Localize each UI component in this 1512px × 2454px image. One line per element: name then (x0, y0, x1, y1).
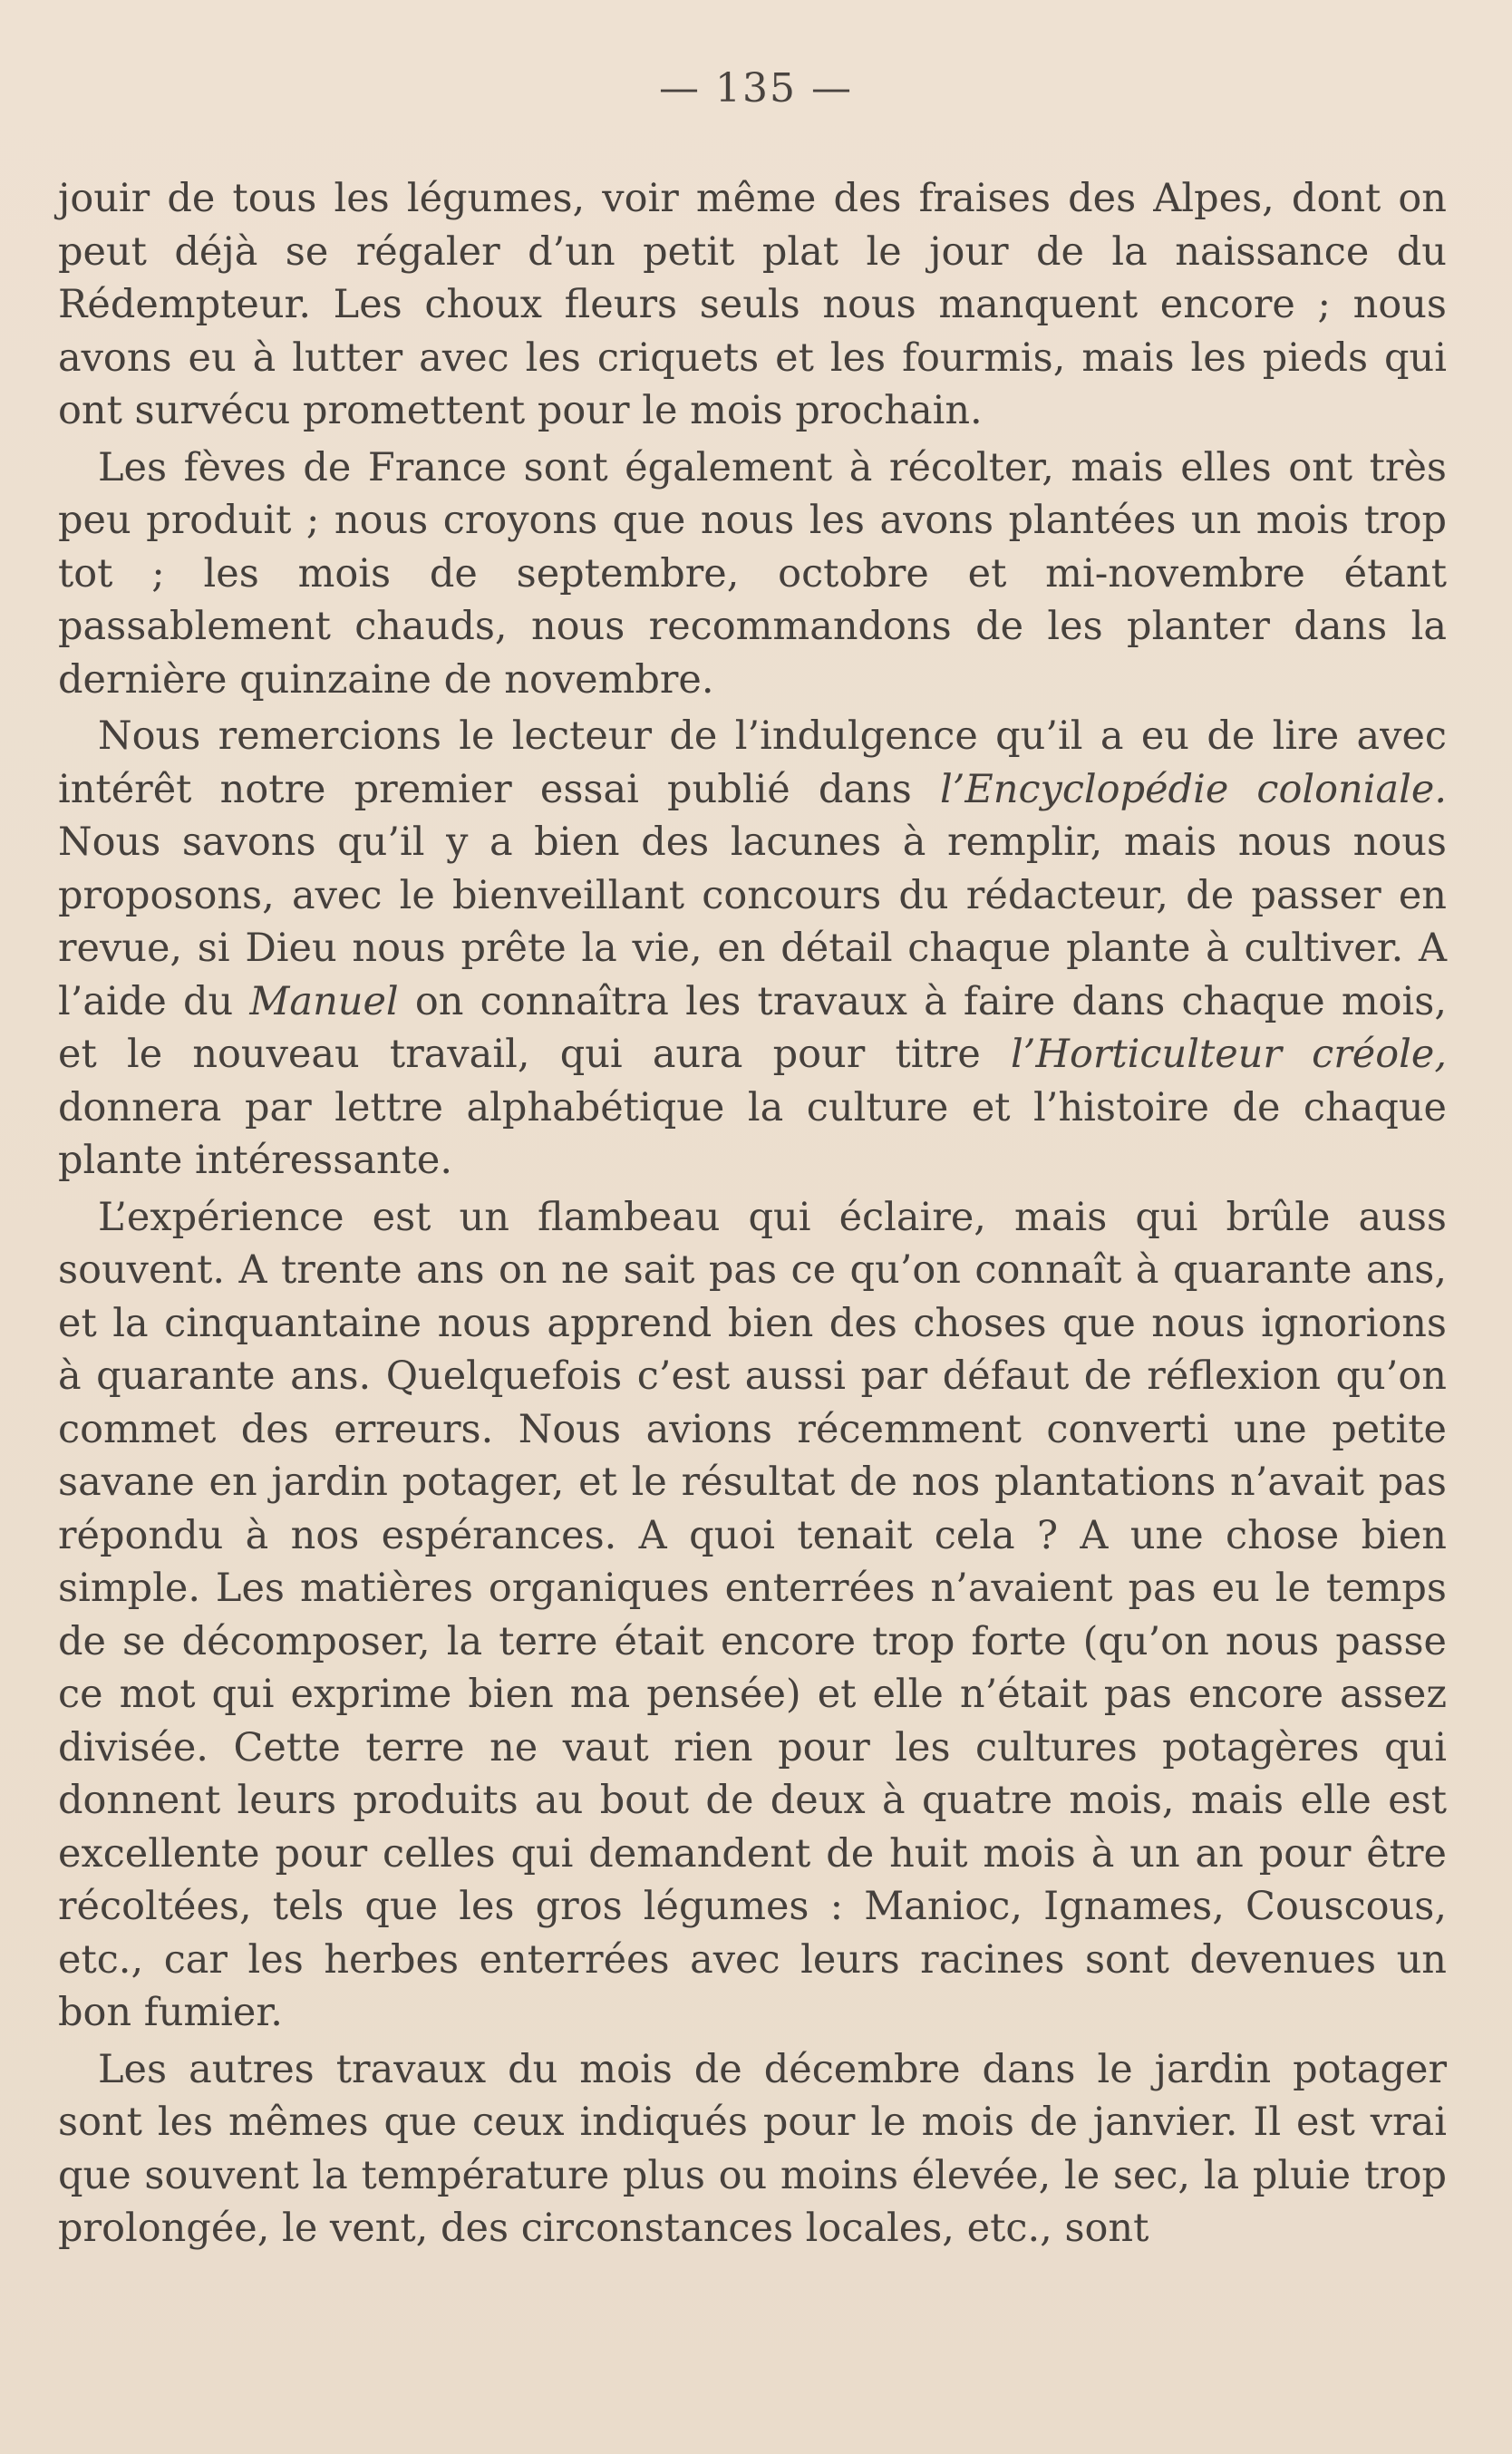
paragraph (58, 710, 1447, 1188)
text-run: Nous savons qu’il y a bien des lacunes à remplir, mais nous nous proposons, avec le bienveillant concours du rédacteur, de passer en revue, si Dieu nous prête la vie, en détail chaque plante à cultiver. A l’aide du (58, 820, 1447, 1024)
paragraph (58, 1191, 1447, 2040)
paragraph (58, 172, 1447, 438)
text-run: on connaîtra les travaux à faire dans chaque mois, et le nouveau travail, qui aura pour titre (58, 978, 1447, 1077)
text-run: donnera par lettre alphabétique la culture et l’histoire de chaque plante intéressante. (58, 1084, 1447, 1183)
text-run: Nous remercions le lecteur de l’indulgence qu’il a eu de lire avec intérêt notre premier essai publié dans (58, 713, 1447, 812)
text-run: L’expérience est un flambeau qui éclaire, mais qui brûle auss souvent. A trente ans on ne sait pas ce qu’on connaît à quarante ans, et la cinquantaine nous apprend bien des choses que nous ignorions à quarante ans. Quelquefois c’est aussi par défaut de réflexion qu’on commet des erreurs. Nous avions récemment converti une petite savane en jardin potager, et le résultat de nos plantations n’avait pas répondu à nos espérances. A quoi tenait cela ? A une chose bien simple. Les matières organiques enterrées n’avaient pas eu le temps de se décomposer, la terre était encore trop forte (qu’on nous passe ce mot qui exprime bien ma pensée) et elle n’était pas encore assez divisée. Cette terre ne vaut rien pour les cultures potagères qui donnent leurs produits au bout de deux à quatre mois, mais elle est excellente pour celles qui demandent de huit mois à un an pour être récoltées, tels que les gros légumes : Manioc, Ignames, Couscous, etc., car les herbes enterrées avec leurs racines sont devenues un bon fumier. (58, 1194, 1447, 2035)
text-run: Les autres travaux du mois de décembre dans le jardin potager sont les mêmes que ceux indiqués pour le mois de janvier. Il est vrai que souvent la température plus ou moins élevée, le sec, la pluie trop prolongée, le vent, des circonstances locales, etc., sont (58, 2046, 1447, 2251)
text-run: jouir de tous les légumes, voir même des fraises des Alpes, dont on peut déjà se régaler d’un petit plat le jour de la naissance du Rédempteur. Les choux fleurs seuls nous manquent encore ; nous avons eu à lutter avec les criquets et les fourmis, mais les pieds qui ont survécu promettent pour le mois prochain. (58, 176, 1447, 433)
body-text (58, 172, 1447, 2259)
book-title-italic: Manuel (249, 978, 399, 1024)
paragraph (58, 2043, 1447, 2255)
text-run: Les fèves de France sont également à récolter, mais elles ont très peu produit ; nous croyons que nous les avons plantées un mois trop tot ; les mois de septembre, octobre et mi-novembre étant passablement chauds, nous recommandons de les planter dans la dernière quinzaine de novembre. (58, 444, 1447, 703)
page-number: — 135 — (659, 65, 853, 112)
paragraph (58, 441, 1447, 707)
book-title-italic: l’Horticulteur créole, (1011, 1032, 1447, 1077)
book-title-italic: l’Encyclopédie coloniale. (939, 766, 1447, 812)
